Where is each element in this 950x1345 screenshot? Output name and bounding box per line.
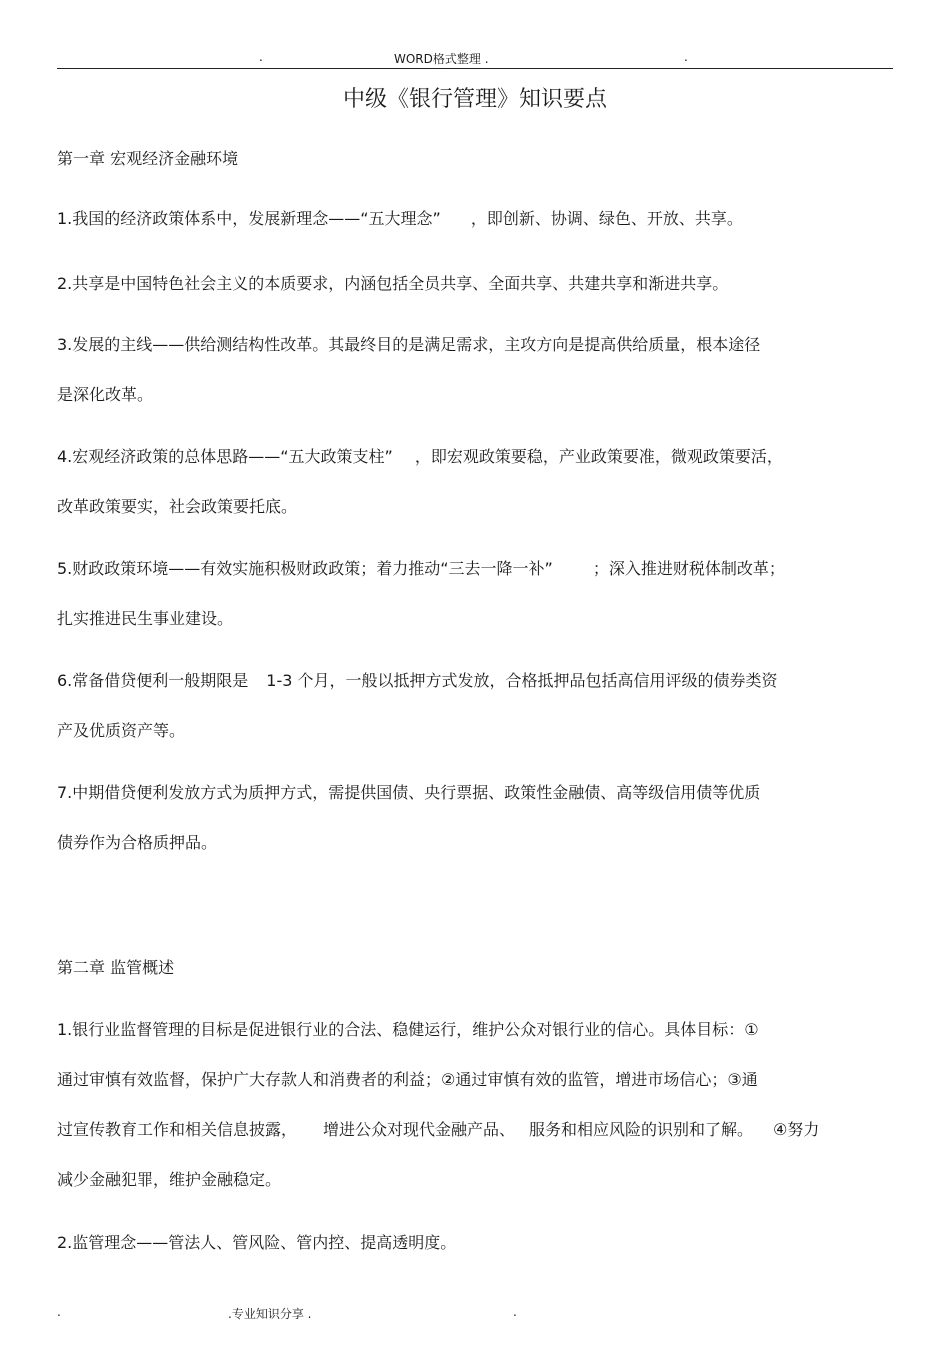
ch1-p4-line2: 改革政策要实，社会政策要托底。 (57, 497, 298, 516)
ch1-p6-line2: 产及优质资产等。 (57, 721, 186, 740)
footer-text: .专业知识分享 . (228, 1307, 312, 1321)
ch2-p1-line3 (57, 1117, 819, 1140)
footer-dot-right: . (513, 1305, 517, 1319)
ch1-p4-text-b: ，即宏观政策要稳，产业政策要准，微观政策要活， (414, 447, 783, 466)
ch1-p1-text-b: ，即创新、协调、绿色、开放、共享。 (470, 209, 743, 228)
header-dot-right: . (684, 50, 688, 64)
ch2-p1-line4: 减少金融犯罪，维护金融稳定。 (57, 1170, 282, 1189)
ch1-p4-line1 (57, 444, 783, 467)
ch1-p1-line1 (57, 206, 743, 229)
ch1-p6-text-a: 6.常备借贷便利一般期限是 (57, 671, 249, 690)
ch1-p5-line1 (57, 556, 785, 579)
ch2-p1-line1: 1.银行业监督管理的目标是促进银行业的合法、稳健运行，维护公众对银行业的信心。具体目标：① (57, 1020, 759, 1039)
ch1-p5-text-b: ；深入推进财税体制改革； (592, 559, 785, 578)
ch2-p1-text-c: 服务和相应风险的识别和了解。 (529, 1120, 754, 1139)
header-text: WORD格式整理 . (394, 52, 489, 66)
ch1-p5-text-a: 5.财政政策环境——有效实施积极财政政策；着力推动“三去一降一补” (57, 559, 553, 578)
ch1-p4-text-a: 4.宏观经济政策的总体思路——“五大政策支柱” (57, 447, 393, 466)
ch1-p3-line2: 是深化改革。 (57, 385, 154, 404)
ch1-p7-line1: 7.中期借贷便利发放方式为质押方式，需提供国债、央行票据、政策性金融债、高等级信用债等优质 (57, 783, 761, 802)
chapter2-heading: 第二章 监管概述 (57, 958, 175, 977)
ch1-p6-text-b: 1-3 个月，一般以抵押方式发放，合格抵押品包括高信用评级的债券类资 (266, 671, 778, 690)
ch2-p2-line1: 2.监管理念——管法人、管风险、管内控、提高透明度。 (57, 1233, 457, 1252)
ch2-p1-line2: 通过审慎有效监督，保护广大存款人和消费者的利益；②通过审慎有效的监管，增进市场信心；③通 (57, 1070, 758, 1089)
ch2-p1-text-a: 过宣传教育工作和相关信息披露， (57, 1120, 298, 1139)
header-divider (57, 68, 893, 69)
ch1-p2-line1: 2.共享是中国特色社会主义的本质要求，内涵包括全员共享、全面共享、共建共享和渐进共享。 (57, 274, 729, 293)
chapter1-heading: 第一章 宏观经济金融环境 (57, 149, 239, 168)
ch1-p5-line2: 扎实推进民生事业建设。 (57, 609, 234, 628)
header-dot-left: . (259, 50, 263, 64)
ch2-p1-text-d: ④努力 (773, 1120, 820, 1139)
ch1-p1-text-a: 1.我国的经济政策体系中，发展新理念——“五大理念” (57, 209, 441, 228)
ch1-p3-line1: 3.发展的主线——供给测结构性改革。其最终目的是满足需求，主攻方向是提高供给质量，根本途径 (57, 335, 761, 354)
document-title: 中级《银行管理》知识要点 (342, 87, 607, 112)
ch1-p6-line1 (57, 668, 778, 691)
ch1-p7-line2: 债券作为合格质押品。 (57, 833, 218, 852)
footer-dot-left: . (57, 1305, 61, 1319)
ch2-p1-text-b: 增进公众对现代金融产品、 (323, 1120, 516, 1139)
